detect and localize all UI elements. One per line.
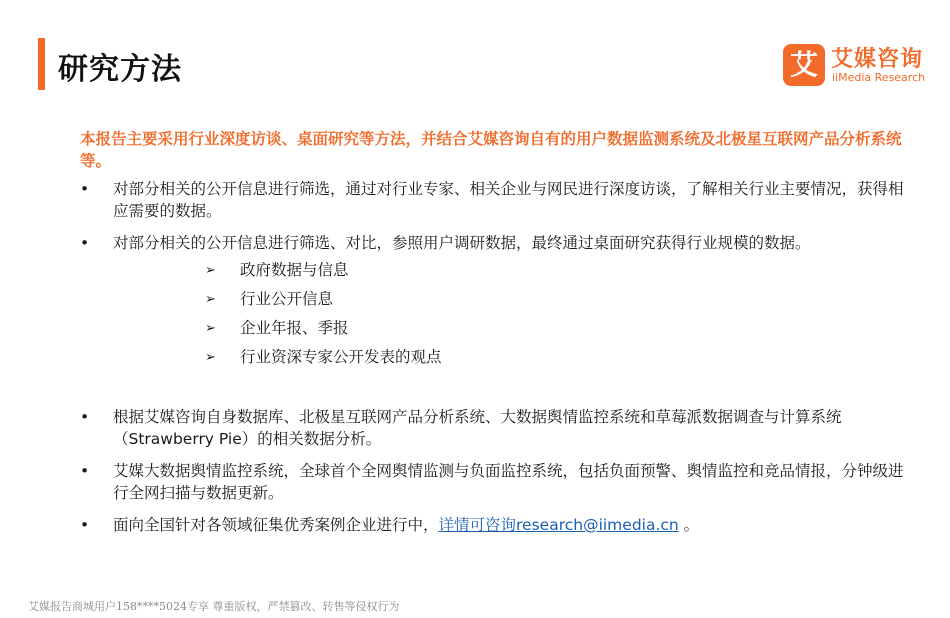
sub-list-item-text: 行业资深专家公开发表的观点 bbox=[240, 348, 442, 366]
main-content bbox=[80, 128, 910, 546]
sub-list-item bbox=[113, 256, 910, 285]
title-accent-bar bbox=[38, 38, 45, 90]
list-item-suffix: 。 bbox=[678, 516, 700, 534]
arrow-bullet-icon: ➢ bbox=[205, 292, 216, 307]
sub-list-item-text: 政府数据与信息 bbox=[240, 261, 349, 279]
bullet-icon: • bbox=[80, 462, 90, 480]
bullet-icon: • bbox=[80, 408, 90, 426]
sub-list-item bbox=[113, 314, 910, 343]
list-item bbox=[80, 460, 910, 504]
list-item-text: 对部分相关的公开信息进行筛选，通过对行业专家、相关企业与网民进行深度访谈，了解相关行业主要情况，获得相应需要的数据。 bbox=[113, 180, 904, 220]
sub-list-item-text: 企业年报、季报 bbox=[240, 319, 349, 337]
list-item-text: 对部分相关的公开信息进行筛选、对比，参照用户调研数据，最终通过桌面研究获得行业规模的数据。 bbox=[113, 234, 811, 252]
sub-list-item bbox=[113, 343, 910, 372]
page-title: 研究方法 bbox=[58, 52, 182, 87]
logo-name-cn: 艾媒咨询 bbox=[831, 47, 924, 72]
sub-list-item-text: 行业公开信息 bbox=[240, 290, 334, 308]
logo-name-en: iiMedia Research bbox=[832, 71, 926, 84]
contact-email-link[interactable]: 详情可咨询research@iimedia.cn bbox=[438, 516, 679, 534]
list-item bbox=[80, 232, 910, 372]
arrow-bullet-icon: ➢ bbox=[205, 321, 216, 336]
list-item-text: 根据艾媒咨询自身数据库、北极星互联网产品分析系统、大数据舆情监控系统和草莓派数据调查与计算系统（Strawberry Pie）的相关数据分析。 bbox=[113, 408, 842, 448]
copyright-footer: 艾媒报告商城用户158****5024专享 尊重版权，严禁篡改、转售等侵权行为 bbox=[28, 600, 400, 613]
spacer bbox=[80, 382, 910, 406]
sub-list bbox=[113, 256, 910, 372]
sub-list-item bbox=[113, 285, 910, 314]
list-item bbox=[80, 406, 910, 450]
logo-mark-icon: 艾 bbox=[783, 44, 825, 86]
bullet-icon: • bbox=[80, 234, 90, 252]
list-item bbox=[80, 514, 910, 536]
arrow-bullet-icon: ➢ bbox=[205, 350, 216, 365]
list-item bbox=[80, 178, 910, 222]
bullet-icon: • bbox=[80, 180, 90, 198]
iimedia-logo bbox=[783, 44, 933, 88]
list-item-text: 艾媒大数据舆情监控系统，全球首个全网舆情监测与负面监控系统，包括负面预警、舆情监控和竞品情报，分钟级进行全网扫描与数据更新。 bbox=[113, 462, 904, 502]
bullet-icon: • bbox=[80, 516, 90, 534]
intro-text: 本报告主要采用行业深度访谈、桌面研究等方法，并结合艾媒咨询自有的用户数据监测系统及北极星互联网产品分析系统等。 bbox=[80, 130, 902, 170]
list-item-text: 面向全国针对各领域征集优秀案例企业进行中， bbox=[113, 516, 439, 534]
arrow-bullet-icon: ➢ bbox=[205, 263, 216, 278]
